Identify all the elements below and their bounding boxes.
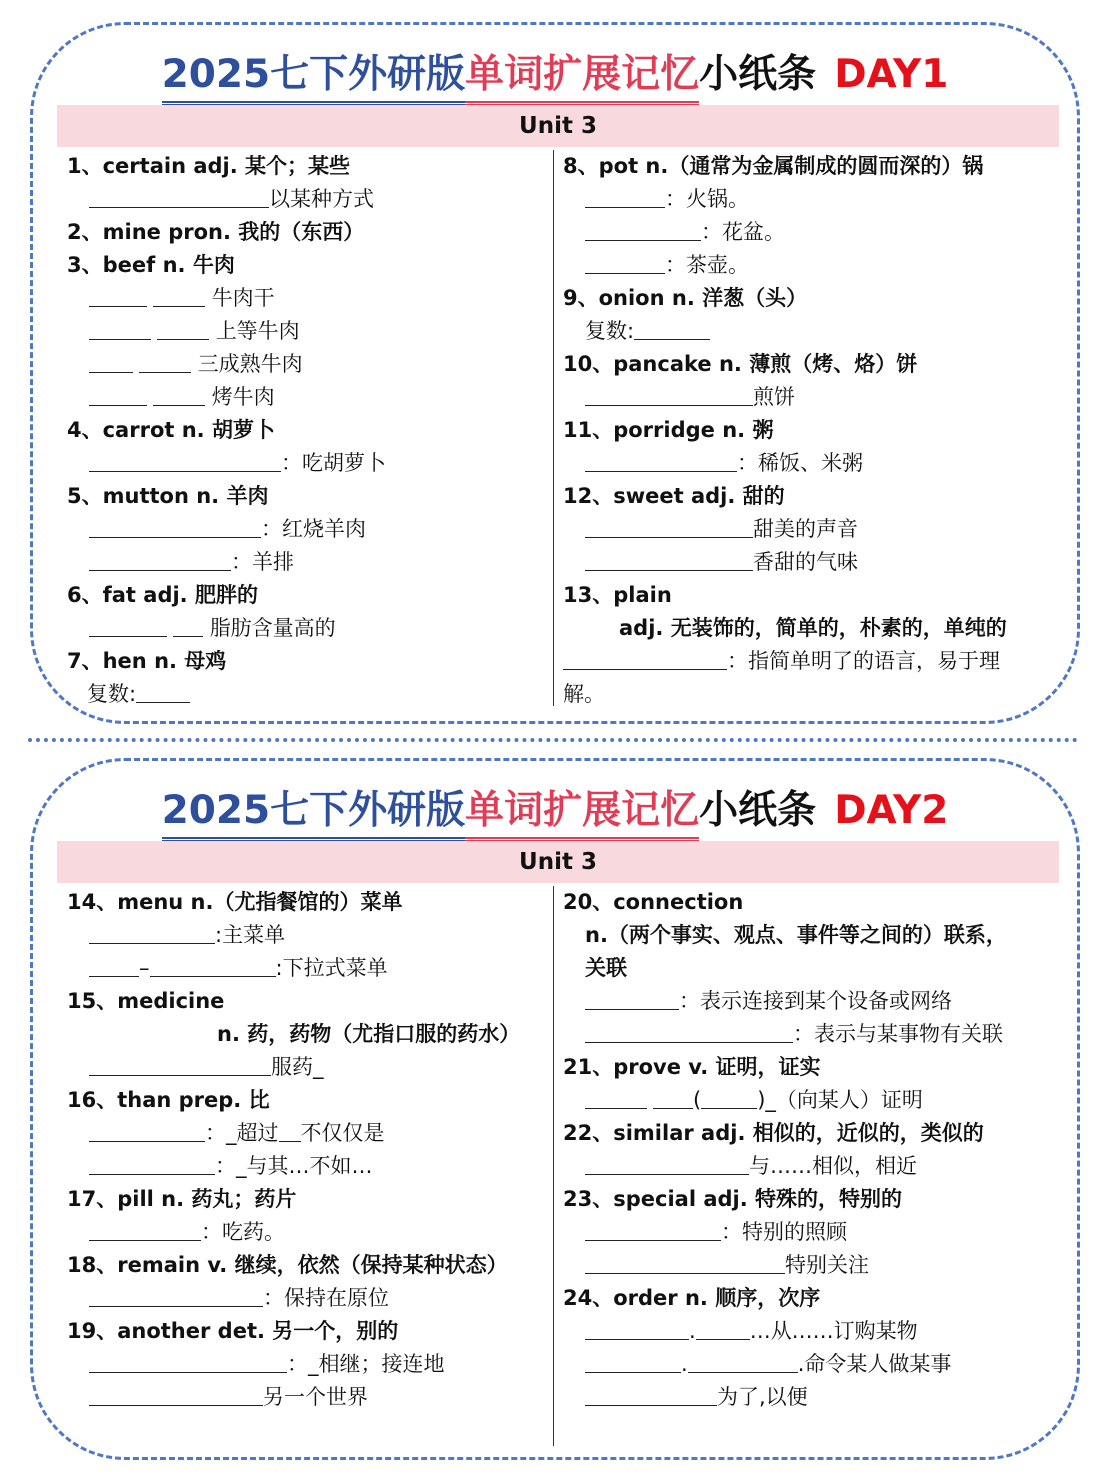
word-entry-heading: 21、prove v. 证明，证实 [563,1055,821,1079]
answer-blank [89,513,261,538]
word-entry-heading: 15、medicine [67,989,225,1013]
day2-card [30,758,1080,1460]
answer-blank [89,282,147,307]
answer-blank [585,1216,721,1241]
answer-blank [89,1282,263,1307]
answer-blank [173,612,203,637]
word-exercise-line: 甜美的声音 [563,513,1063,546]
word-exercise-line: 三成熟牛肉 [67,348,551,381]
day-separator [28,738,1078,742]
word-definition: n.（两个事实、观点、事件等之间的）联系， [585,923,1007,947]
answer-blank [585,1150,749,1175]
day1-left-column [67,150,551,711]
word-exercise-line: 脂肪含量高的 [67,612,551,645]
word-entry-heading: 6、fat adj. 肥胖的 [67,583,258,607]
word-exercise-line: 烤牛肉 [67,381,551,414]
word-entry-heading: 19、another det. 另一个，别的 [67,1319,399,1343]
answer-blank [89,546,231,571]
day2-title-black: 小纸条 [699,788,817,833]
day2-title-blue: 2025七下外研版 [162,779,466,842]
answer-blank [585,216,701,241]
answer-blank [585,447,737,472]
word-exercise-line: ：表示连接到某个设备或网络 [563,985,1063,1018]
word-entry-heading: 8、pot n.（通常为金属制成的圆而深的）锅 [563,154,984,178]
day1-title-red: 单词扩展记忆 [465,43,699,106]
word-exercise-line: ：保持在原位 [67,1282,551,1315]
answer-blank [585,513,753,538]
word-exercise-line: ：特别的照顾 [563,1216,1063,1249]
day1-right-column [563,150,1063,711]
word-exercise-line: 复数: [563,315,1063,348]
answer-blank [634,315,710,340]
answer-blank [136,678,190,703]
answer-blank [585,1249,785,1274]
word-entry-heading: 5、mutton n. 羊肉 [67,484,269,508]
word-exercise-line: 煎饼 [563,381,1063,414]
word-entry-heading: 4、carrot n. 胡萝卜 [67,418,275,442]
answer-blank [653,1084,693,1109]
answer-blank [89,183,269,208]
answer-blank [89,612,167,637]
day1-card [30,22,1080,724]
answer-blank [696,1315,750,1340]
day2-column-divider [553,886,554,1446]
answer-blank [701,1084,757,1109]
answer-blank [563,645,727,670]
answer-blank [585,1381,717,1406]
word-entry-heading: 14、menu n.（尤指餐馆的）菜单 [67,890,403,914]
word-exercise-line: 香甜的气味 [563,546,1063,579]
word-exercise-line: 与……相似，相近 [563,1150,1063,1183]
day1-title [33,43,1077,105]
day1-column-divider [553,150,554,706]
answer-blank [153,282,205,307]
word-entry-heading: 2、mine pron. 我的（东西） [67,220,365,244]
answer-blank [279,1117,301,1142]
answer-blank [139,348,191,373]
word-entry-heading: 9、onion n. 洋葱（头） [563,286,808,310]
answer-blank [585,1018,793,1043]
word-definition: adj. 无装饰的，简单的，朴素的，单纯的 [619,616,1007,640]
word-definition: n. 药，药物（尤指口服的药水） [217,1022,521,1046]
word-exercise-line: 以某种方式 [67,183,551,216]
day2-title-day: DAY2 [834,788,949,833]
day2-right-column [563,886,1063,1414]
word-exercise-line: ：_超过 不仅仅是 [67,1117,551,1150]
word-exercise-line: ( )_（向某人）证明 [563,1084,1063,1117]
day1-title-day: DAY1 [834,52,949,97]
day1-title-blue: 2025七下外研版 [162,43,466,106]
answer-blank [89,1381,263,1406]
word-exercise-line: . …从……订购某物 [563,1315,1063,1348]
word-exercise-line: ：吃胡萝卜 [67,447,551,480]
day1-title-black: 小纸条 [699,52,817,97]
word-exercise-line: ：茶壶。 [563,249,1063,282]
word-entry-heading: 3、beef n. 牛肉 [67,253,235,277]
day2-title [33,779,1077,841]
word-exercise-line: ：稀饭、米粥 [563,447,1063,480]
word-exercise-line: ：红烧羊肉 [67,513,551,546]
word-exercise-continuation: 解。 [563,682,605,706]
answer-blank [89,952,139,977]
word-exercise-line: 特别关注 [563,1249,1063,1282]
word-exercise-line: 复数: [67,678,551,711]
answer-blank [89,315,151,340]
word-exercise-line: 上等牛肉 [67,315,551,348]
answer-blank [89,1216,201,1241]
day2-unit-bar: Unit 3 [57,841,1059,883]
answer-blank [585,381,753,406]
answer-blank [585,1315,689,1340]
word-exercise-line: 为了,以便 [563,1381,1063,1414]
word-entry-heading: 24、order n. 顺序，次序 [563,1286,821,1310]
word-definition: 关联 [585,956,627,980]
answer-blank [89,919,215,944]
word-exercise-line: 牛肉干 [67,282,551,315]
word-exercise-line: 服药_ [67,1051,551,1084]
answer-blank [89,1051,271,1076]
answer-blank [585,183,665,208]
word-entry-heading: 22、similar adj. 相似的，近似的，类似的 [563,1121,984,1145]
answer-blank [585,985,679,1010]
word-exercise-line: ：表示与某事物有关联 [563,1018,1063,1051]
word-entry-heading: 18、remain v. 继续，依然（保持某种状态） [67,1253,508,1277]
word-exercise-line: ：羊排 [67,546,551,579]
answer-blank [153,381,205,406]
word-exercise-line: ：_与其…不如… [67,1150,551,1183]
answer-blank [89,447,281,472]
answer-blank [89,1348,287,1373]
answer-blank [585,1084,647,1109]
word-entry-heading: 16、than prep. 比 [67,1088,270,1112]
day2-title-red: 单词扩展记忆 [465,779,699,842]
day1-unit-bar: Unit 3 [57,105,1059,147]
word-entry-heading: 7、hen n. 母鸡 [67,649,227,673]
answer-blank [585,546,753,571]
word-entry-heading: 20、connection [563,890,744,914]
word-entry-heading: 17、pill n. 药丸；药片 [67,1187,297,1211]
day2-left-column [67,886,551,1414]
word-exercise-line: ：火锅。 [563,183,1063,216]
answer-blank [89,381,147,406]
word-entry-heading: 11、porridge n. 粥 [563,418,774,442]
answer-blank [688,1348,798,1373]
word-exercise-line: 另一个世界 [67,1381,551,1414]
word-entry-heading: 10、pancake n. 薄煎（烤、烙）饼 [563,352,918,376]
answer-blank [585,1348,681,1373]
word-exercise-line: ：指简单明了的语言，易于理 [563,645,1063,678]
word-exercise-line: ：吃药。 [67,1216,551,1249]
word-exercise-line: :主菜单 [67,919,551,952]
word-exercise-line: ：_相继；接连地 [67,1348,551,1381]
word-exercise-line: ：花盆。 [563,216,1063,249]
word-entry-heading: 1、certain adj. 某个；某些 [67,154,351,178]
answer-blank [150,952,276,977]
word-entry-heading: 13、plain [563,583,672,607]
answer-blank [89,1117,205,1142]
answer-blank [585,249,665,274]
word-entry-heading: 23、special adj. 特殊的，特别的 [563,1187,903,1211]
answer-blank [89,348,133,373]
answer-blank [157,315,209,340]
word-entry-heading: 12、sweet adj. 甜的 [563,484,785,508]
answer-blank [89,1150,215,1175]
word-exercise-line: – :下拉式菜单 [67,952,551,985]
word-exercise-line: . .命令某人做某事 [563,1348,1063,1381]
